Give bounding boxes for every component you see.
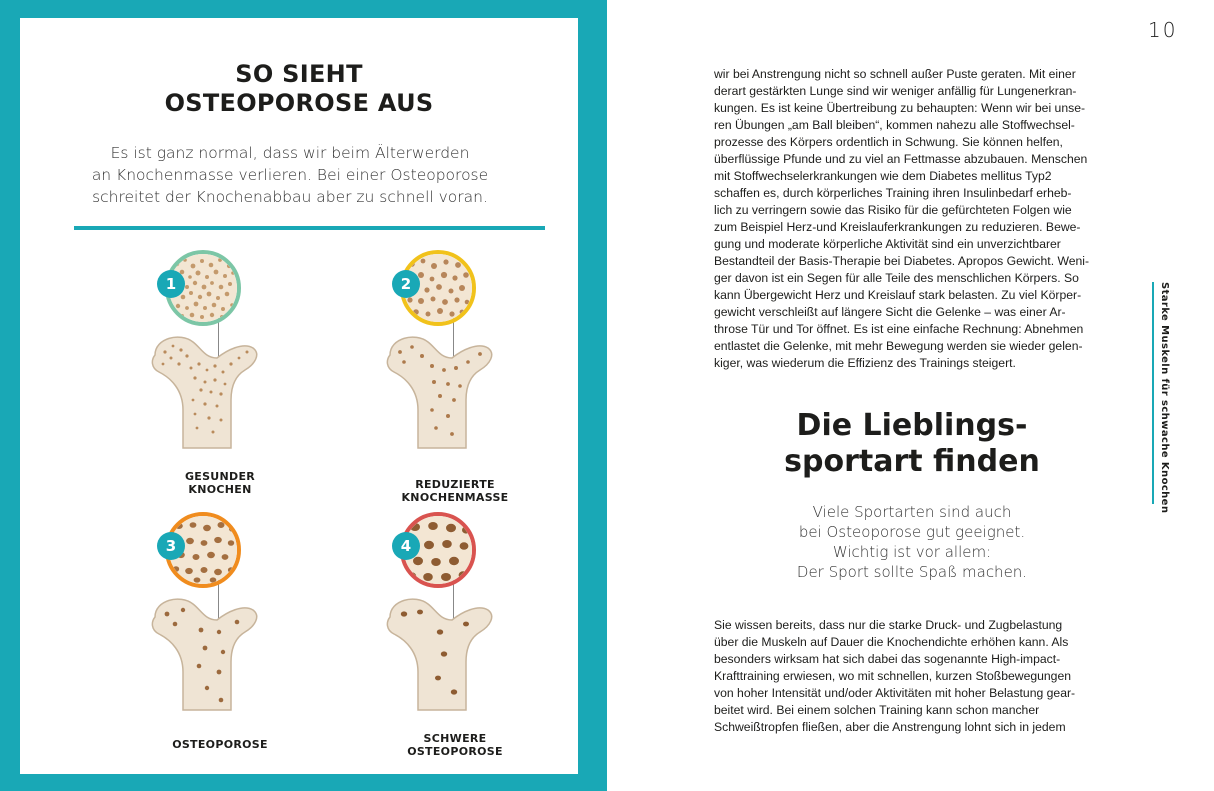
lead-line: Viele Sportarten sind auch	[812, 503, 1012, 521]
body-paragraph-1	[714, 66, 1122, 372]
text-line: Sie wissen bereits, dass nur die starke Druck- und Zugbelastung	[714, 618, 1063, 632]
stage-label	[370, 478, 540, 504]
intro-line: schreitet der Knochenabbau aber zu schnell voran.	[92, 188, 488, 206]
text-line: ren Übungen „am Ball bleiben“, kommen nahezu alle Stoffwechsel-	[714, 118, 1075, 132]
section-heading-line2: sportart finden	[784, 444, 1040, 479]
divider-rule	[74, 226, 545, 230]
text-line: derart gestärkten Lunge sind wir weniger anfällig für Lungenerkran-	[714, 84, 1077, 98]
intro-line: an Knochenmasse verlieren. Bei einer Osteoporose	[91, 166, 489, 184]
text-line: gewicht verschleißt auf längere Sicht die Gelenke – was einer Ar-	[714, 305, 1066, 319]
text-line: über die Muskeln auf Dauer die Knochendichte erhöhen kann. Als	[714, 635, 1069, 649]
stage-label-line1: SCHWERE	[423, 732, 487, 745]
stage-label-line1: GESUNDER	[184, 470, 256, 483]
stage-number-badge: 3	[157, 532, 185, 560]
text-line: kiger, was wiederum die Effizienz des Trainings steigert.	[714, 356, 1016, 370]
text-line: kann Übergewicht Herz und Kreislauf stark belasten. Zu viel Körper-	[714, 288, 1082, 302]
chapter-side-label	[1152, 282, 1172, 514]
lead-line: bei Osteoporose gut geeignet.	[798, 523, 1026, 541]
stage-label-line1: REDUZIERTE	[415, 478, 495, 491]
section-heading	[714, 408, 1110, 480]
infographic-title	[20, 60, 578, 118]
stage-healthy-bone	[135, 248, 335, 496]
text-line: Schweißtropfen fließen, aber die Anstrengung lohnt sich in jedem	[714, 720, 1066, 734]
stage-label	[135, 470, 305, 496]
stage-number-badge: 1	[157, 270, 185, 298]
stage-label-line2: KNOCHENMASSE	[401, 491, 509, 504]
text-line: Bestandteil der Basis-Therapie bei Diabetes. Apropos Gewicht. Weni-	[714, 254, 1090, 268]
text-line: schaffen es, durch körperliches Training ihren Insulinbedarf erheb-	[714, 186, 1072, 200]
body-paragraph-2	[714, 617, 1122, 736]
infographic-intro	[60, 142, 520, 208]
section-heading-line1: Die Lieblings-	[796, 408, 1028, 443]
lead-line: Wichtig ist vor allem:	[832, 543, 992, 561]
stage-label-line2: KNOCHEN	[188, 483, 252, 496]
section-lead	[714, 502, 1110, 582]
text-line: von hoher Intensität und/oder Aktivitäten mit hoher Belastung gear-	[714, 686, 1076, 700]
stage-osteoporosis	[135, 510, 335, 750]
text-line: wir bei Anstrengung nicht so schnell außer Puste geraten. Mit einer	[714, 67, 1076, 81]
text-line: gung und moderate körperliche Aktivität sind ein unverzichtbarer	[714, 237, 1061, 251]
infographic-title-line1: SO SIEHT	[235, 60, 363, 88]
text-line: ger davon ist ein Segen für alle Teile des menschlichen Körpers. So	[714, 271, 1079, 285]
stage-label-line2: OSTEOPOROSE	[407, 745, 503, 758]
femur-illustration-healthy	[135, 330, 275, 450]
femur-illustration-reduced	[370, 330, 510, 450]
chapter-side-label-text: Starke Muskeln für schwache Knochen	[1159, 282, 1170, 514]
femur-illustration-osteoporosis	[135, 592, 275, 712]
text-line: throse Tür und Tor öffnet. Es ist eine einfache Rechnung: Abnehmen	[714, 322, 1084, 336]
stage-reduced-bone-mass	[370, 248, 570, 504]
text-line: zum Beispiel Herz-und Kreislauferkrankungen zu reduzieren. Bewe-	[714, 220, 1081, 234]
text-line: besonders wirksam hat sich dabei das sogenannte High-impact-	[714, 652, 1061, 666]
text-line: überflüssige Pfunde und zu viel an Fettmasse abzubauen. Menschen	[714, 152, 1088, 166]
text-line: prozesse des Körpers ordentlich in Schwung. Sie können helfen,	[714, 135, 1063, 149]
text-line: mit Stoffwechselerkrankungen wie dem Diabetes mellitus Typ2	[714, 169, 1052, 183]
intro-line: Es ist ganz normal, dass wir beim Älterwerden	[110, 144, 470, 162]
stage-label	[370, 732, 540, 758]
text-line: lich zu verringern sowie das Risiko für die gefürchteten Folgen wie	[714, 203, 1072, 217]
text-line: beitet wird. Bei einem solchen Training kann schon mancher	[714, 703, 1040, 717]
page-number: 10	[1148, 18, 1178, 42]
stage-severe-osteoporosis	[370, 510, 570, 758]
text-line: Krafttraining erwiesen, wo mit schnellen, kurzen Stoßbewegungen	[714, 669, 1072, 683]
femur-illustration-severe	[370, 592, 510, 712]
text-line: kungen. Es ist keine Übertreibung zu behaupten: Wenn wir bei unse-	[714, 101, 1086, 115]
infographic-panel	[20, 18, 578, 774]
text-line: entlastet die Gelenke, mit mehr Bewegung werden sie wieder gelen-	[714, 339, 1083, 353]
stage-number-badge: 2	[392, 270, 420, 298]
lead-line: Der Sport sollte Spaß machen.	[796, 563, 1028, 581]
infographic-title-line2: OSTEOPOROSE AUS	[164, 89, 434, 117]
stage-number-badge: 4	[392, 532, 420, 560]
stage-label	[135, 738, 305, 751]
stage-label-line1: OSTEOPOROSE	[172, 738, 268, 751]
